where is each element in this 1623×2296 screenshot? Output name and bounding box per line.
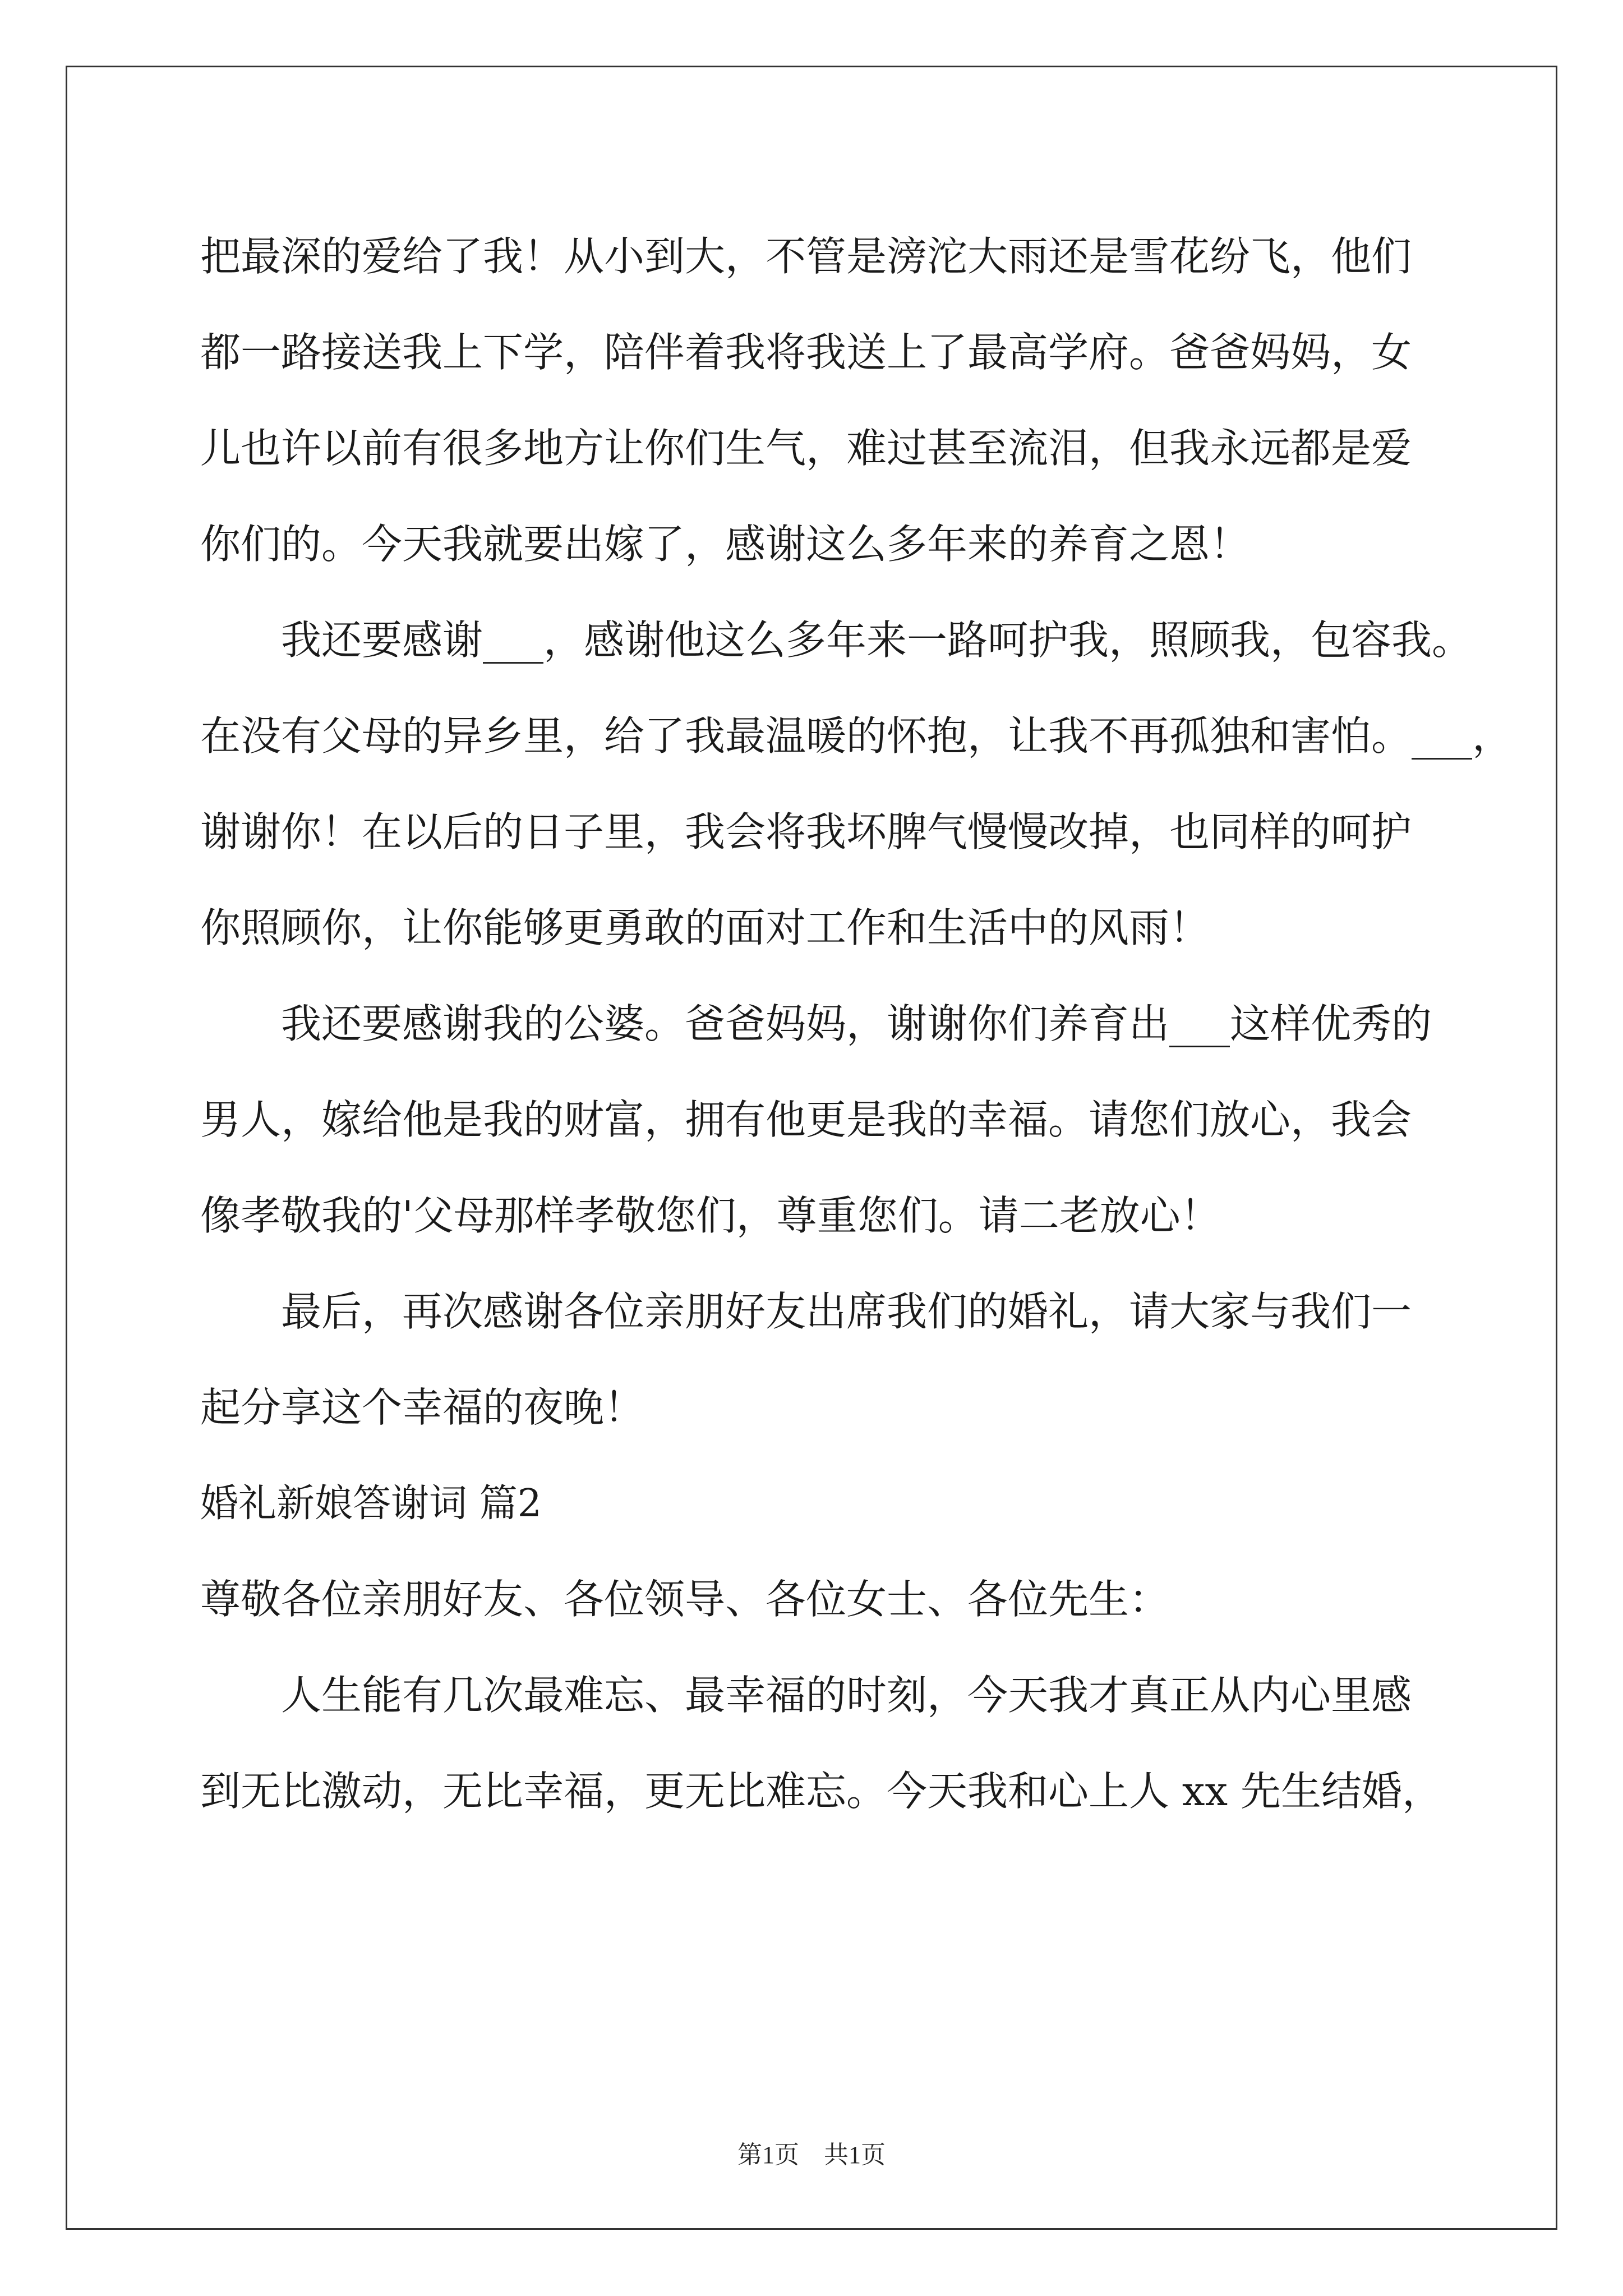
paragraph-start-line: 最后，再次感谢各位亲朋好友出席我们的婚礼，请大家与我们一 (281, 1288, 1412, 1335)
text-line: 你照顾你，让你能够更勇敢的面对工作和生活中的风雨！ (200, 904, 1210, 951)
salutation-line: 尊敬各位亲朋好友、各位领导、各位女士、各位先生： (200, 1576, 1170, 1623)
page-number-footer: 第1页 共1页 (737, 2141, 886, 2169)
text-line: 在没有父母的异乡里，给了我最温暖的怀抱，让我不再孤独和害怕。___， (200, 712, 1513, 760)
section-heading: 婚礼新娘答谢词 篇2 (200, 1481, 542, 1526)
text-line: 谢谢你！在以后的日子里，我会将我坏脾气慢慢改掉，也同样的呵护 (200, 808, 1412, 855)
text-line: 儿也许以前有很多地方让你们生气，难过甚至流泪，但我永远都是爱 (200, 425, 1412, 472)
text-line: 到无比激动，无比幸福，更无比难忘。今天我和心上人 xx 先生结婚， (200, 1768, 1442, 1815)
text-line: 像孝敬我的'父母那样孝敬您们，尊重您们。请二老放心！ (200, 1192, 1221, 1239)
document-body (200, 209, 1513, 1839)
paragraph-start-line: 我还要感谢___，感谢他这么多年来一路呵护我，照顾我，包容我。 (281, 616, 1473, 664)
text-line: 起分享这个幸福的夜晚！ (200, 1384, 645, 1431)
text-line: 你们的。今天我就要出嫁了，感谢这么多年来的养育之恩！ (200, 521, 1251, 568)
text-line: 把最深的爱给了我！从小到大，不管是滂沱大雨还是雪花纷飞，他们 (200, 233, 1412, 280)
text-line: 都一路接送我上下学，陪伴着我将我送上了最高学府。爸爸妈妈，女 (200, 329, 1412, 376)
paragraph-start-line: 我还要感谢我的公婆。爸爸妈妈，谢谢你们养育出___这样优秀的 (281, 1000, 1432, 1047)
text-line: 男人，嫁给他是我的财富，拥有他更是我的幸福。请您们放心，我会 (200, 1096, 1412, 1143)
paragraph-start-line: 人生能有几次最难忘、最幸福的时刻，今天我才真正从内心里感 (281, 1672, 1412, 1719)
